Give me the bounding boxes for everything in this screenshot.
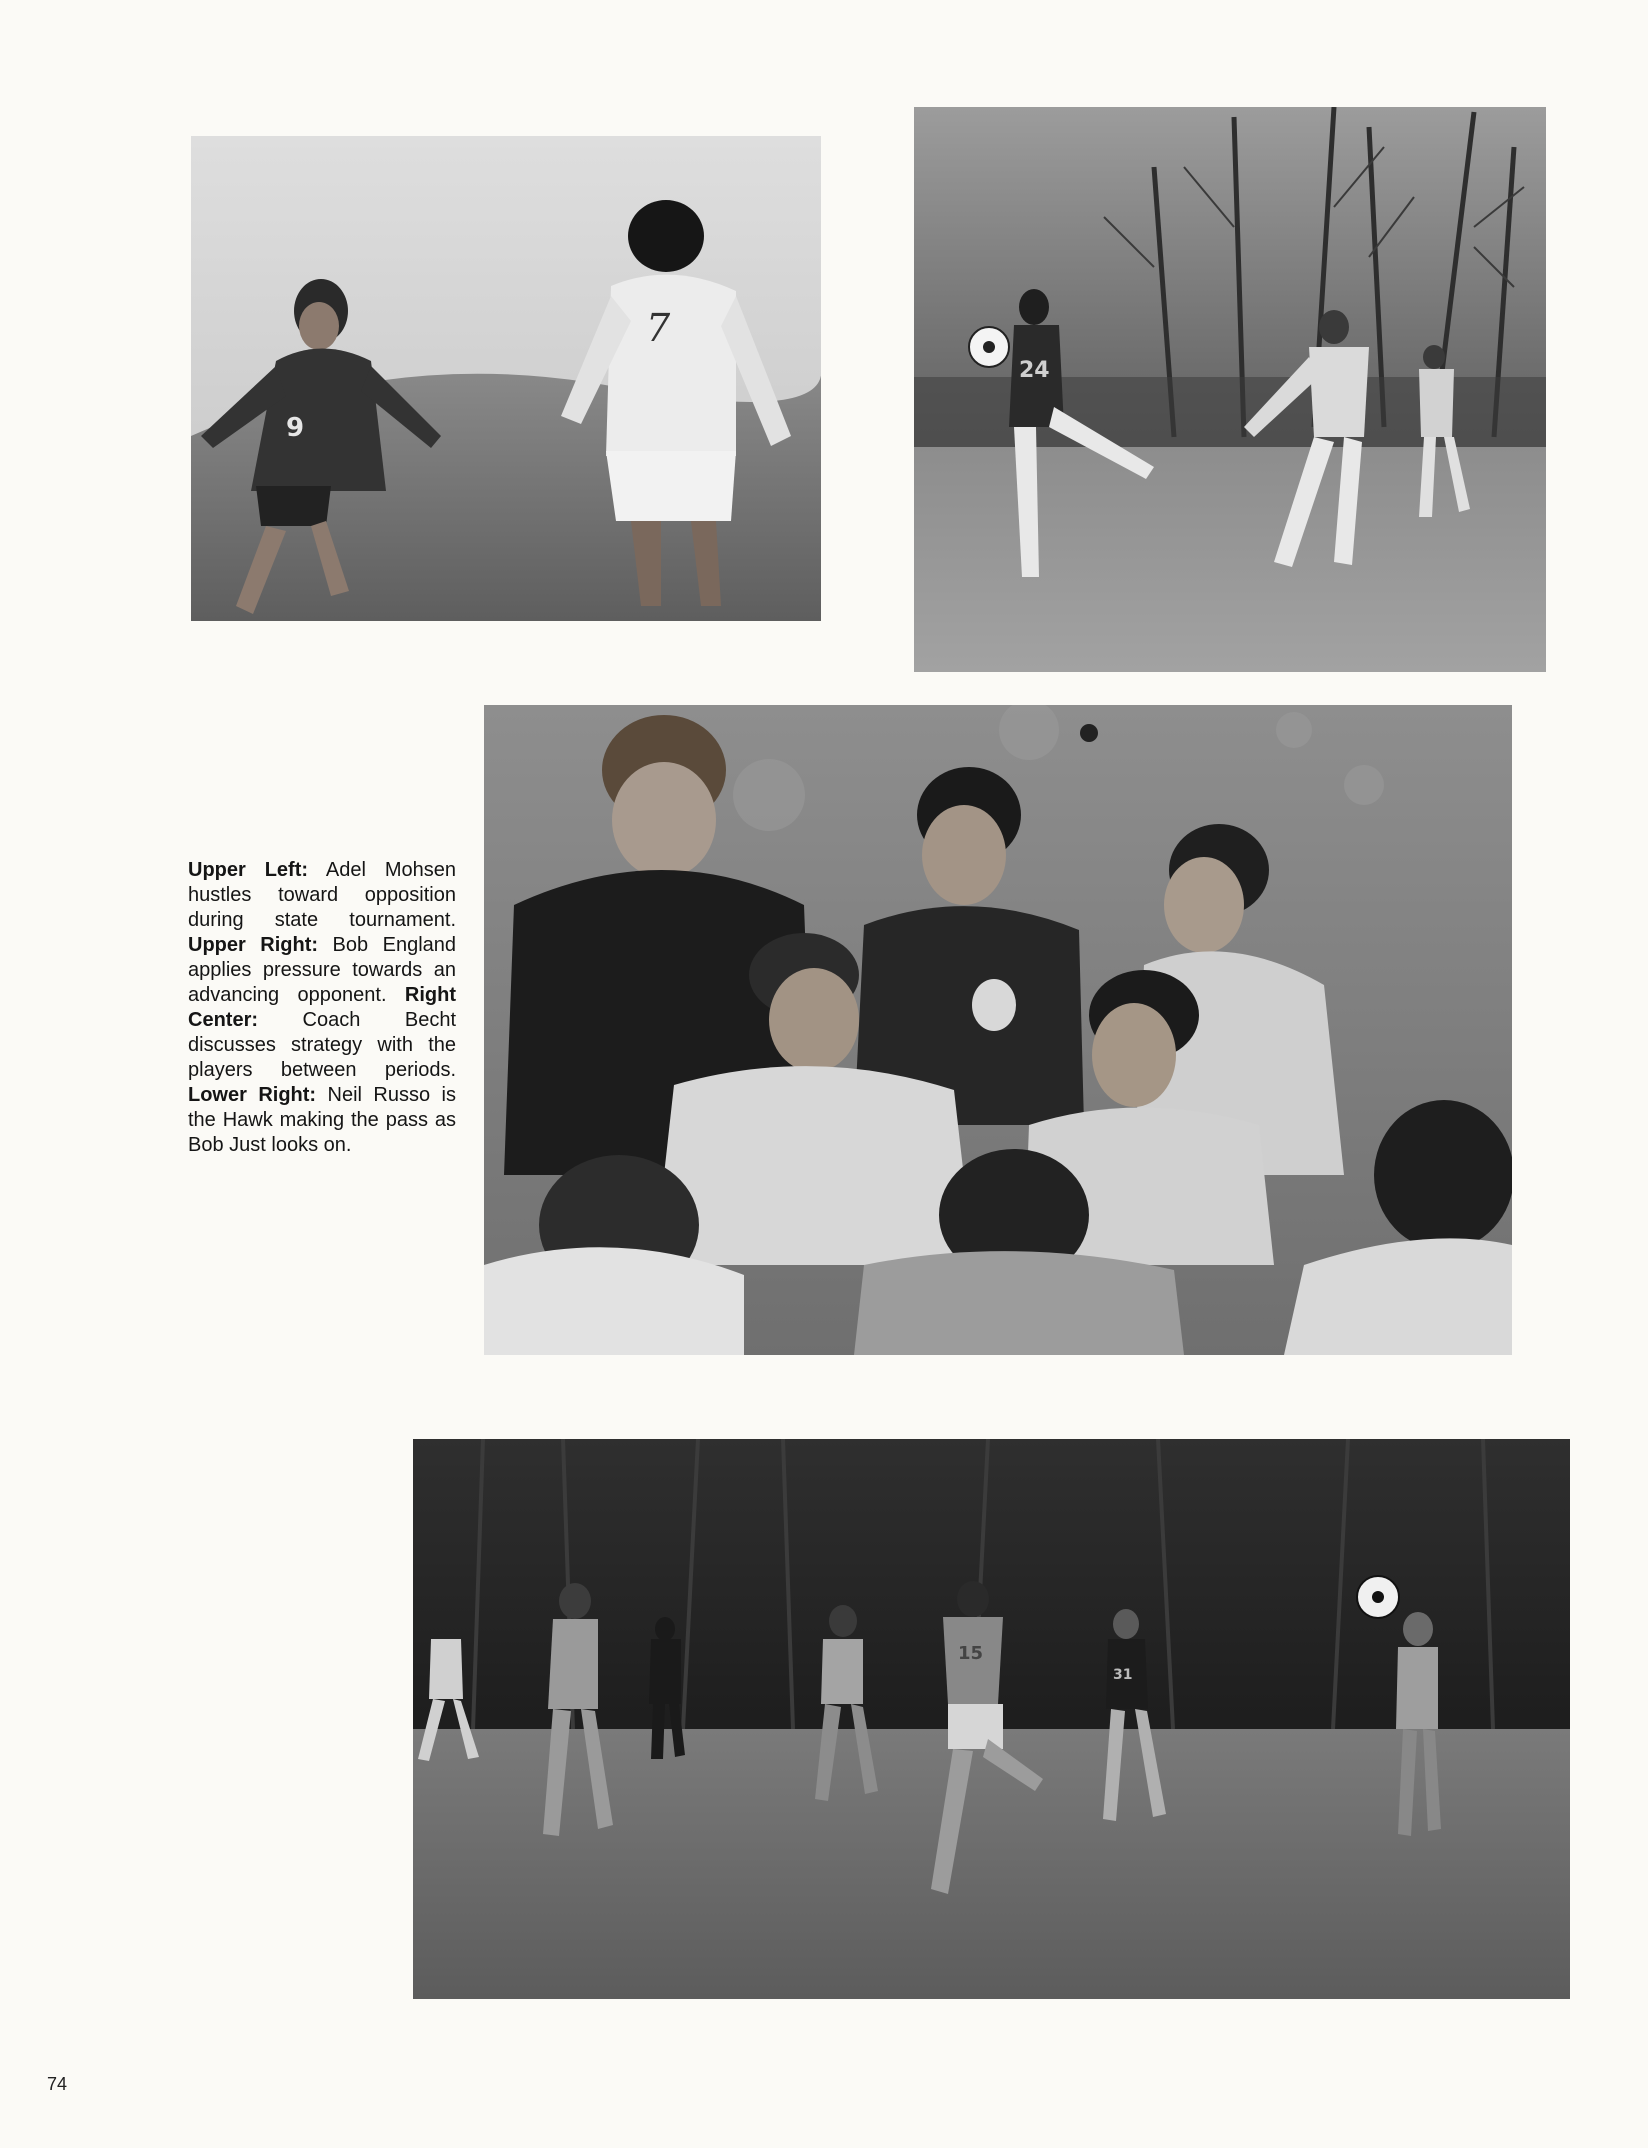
photo-upper-left bbox=[191, 136, 821, 621]
jersey-number-31: 31 bbox=[1113, 1667, 1133, 1683]
photo-right-center bbox=[484, 705, 1512, 1355]
caption-lower-right-label: Lower Right: bbox=[188, 1084, 317, 1106]
photo-upper-right bbox=[914, 107, 1546, 672]
jersey-number-9: 9 bbox=[286, 413, 305, 443]
caption-upper-left-label: Upper Left: bbox=[188, 859, 309, 881]
caption-upper-left-text: Adel Mohsen hustles toward opposition during state tournament. bbox=[188, 859, 456, 931]
jersey-number-15-label: 15 bbox=[958, 1643, 984, 1664]
jersey-number-24: 24 bbox=[1019, 358, 1050, 383]
caption-upper-right-label: Upper Right: bbox=[188, 934, 319, 956]
photo-captions bbox=[188, 858, 456, 1158]
jersey-number-7: 7 bbox=[646, 306, 671, 350]
page-number: 74 bbox=[47, 2074, 68, 2094]
photo-lower-right bbox=[413, 1439, 1570, 1999]
caption-upper-right-text: Bob England applies pressure towards an advancing opponent. bbox=[188, 934, 457, 1006]
caption-right-center-text: Coach Becht discusses strategy with the players between periods. bbox=[188, 1009, 456, 1081]
caption-lower-right-text: Neil Russo is the Hawk making the pass as Bob Just looks on. bbox=[188, 1084, 456, 1156]
caption-right-center-label: Right Center: bbox=[188, 984, 456, 1031]
